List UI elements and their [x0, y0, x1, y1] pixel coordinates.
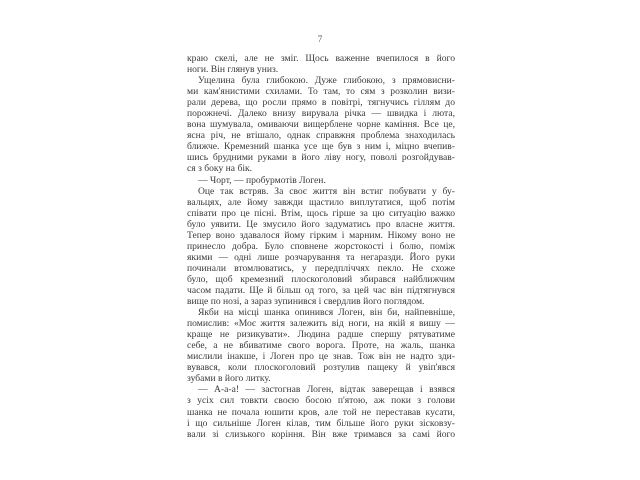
text-line: з усіх сил товкти своєю босою п'ятою, аж поки з голови	[187, 395, 455, 407]
text-line: рали дерева, що росли прямо в повітрі, тягнучись гіллям до	[187, 97, 455, 109]
text-line: Якби на місці шанка опинився Логен, він би, найпевніше,	[198, 307, 455, 319]
text-line: вона шумувала, омиваючи вищерблене чорне каміння. Все це,	[187, 119, 455, 131]
text-line: часом падати. Ще й більш од того, за цей час він підтягнувся	[187, 284, 455, 296]
text-line: — Чорт, — пробурмотів Логен.	[198, 174, 326, 186]
text-line: шись брудними руками в його ліву ногу, поволі розгойдував-	[187, 152, 455, 164]
text-line: Оце так встряв. За своє життя він встиг побувати у бу-	[198, 185, 455, 197]
text-line: вище по нозі, а зараз зупинився і свердлив його поглядом.	[187, 296, 425, 308]
body-text	[187, 53, 455, 440]
text-line: було уявити. Це змусило його задуматись про власне життя.	[187, 218, 455, 230]
text-line: ся з боку на бік.	[187, 163, 253, 175]
text-line: починали втомлюватись, у передпліччях пекло. Не схоже	[187, 262, 455, 274]
text-line: вали зі слизького коріння. Він вже тримався за самі його	[187, 428, 455, 440]
text-line: ближче. Кремезний шанка усе ще був з ним і, міцно вчепив-	[187, 141, 455, 153]
text-line: шанка не почала юшити кров, але той не переставав кусати,	[187, 406, 455, 418]
text-line: помислив: «Моє життя залежить від ноги, на якій я вишу —	[187, 318, 455, 330]
text-line: ясна річ, не втішало, однак справжня проблема знаходилась	[187, 130, 455, 142]
text-line: краще не ризикувати». Людина радше спершу рятуватиме	[187, 329, 455, 341]
text-line: і що сильніше Логен кілав, тим більше його руки зісковзу-	[187, 417, 455, 429]
text-line: вувався, коли плоскоголовий розтулив пащеку й увіп'явся	[187, 362, 455, 374]
text-line: себе, а не вбиватиме свого ворога. Проте, на жаль, шанка	[187, 340, 455, 352]
text-line: принесло добра. Було сповнене жорстокості і болю, поміж	[187, 240, 455, 252]
text-line: Тепер воно здавалося йому гірким і марним. Нікому воно не	[187, 229, 455, 241]
text-line: — А-а-а! — застогнав Логен, відтак заверещав і взявся	[198, 384, 455, 396]
text-line: вальцях, але йому завжди щастило виплутатися, щоб потім	[187, 196, 455, 208]
text-line: Ущелина була глибокою. Дуже глибокою, з прямовисни-	[198, 75, 455, 87]
text-line: було, щоб кремезний плоскоголовий збирався найближчим	[187, 273, 455, 285]
text-line: співати про це пісні. Втім, щось гірше за цю ситуацію важко	[187, 207, 455, 219]
text-line: мислили інакше, і Логен про це знав. Тож він не надто зди-	[187, 351, 455, 363]
text-line: порожнечі. Далеко внизу вирувала річка — швидка і люта,	[187, 108, 455, 120]
text-line: ми кам'янистими схилами. То там, то сям з розколин визи-	[187, 86, 455, 98]
page-number: 7	[317, 34, 323, 44]
text-line: ноги. Він глянув униз.	[187, 64, 279, 76]
text-line: якими — одні лише розчарування та негаразди. Його руки	[187, 251, 455, 263]
text-line: зубами в його литку.	[187, 373, 271, 385]
text-line: краю скелі, але не зміг. Щось важенне вчепилося в його	[187, 53, 455, 64]
